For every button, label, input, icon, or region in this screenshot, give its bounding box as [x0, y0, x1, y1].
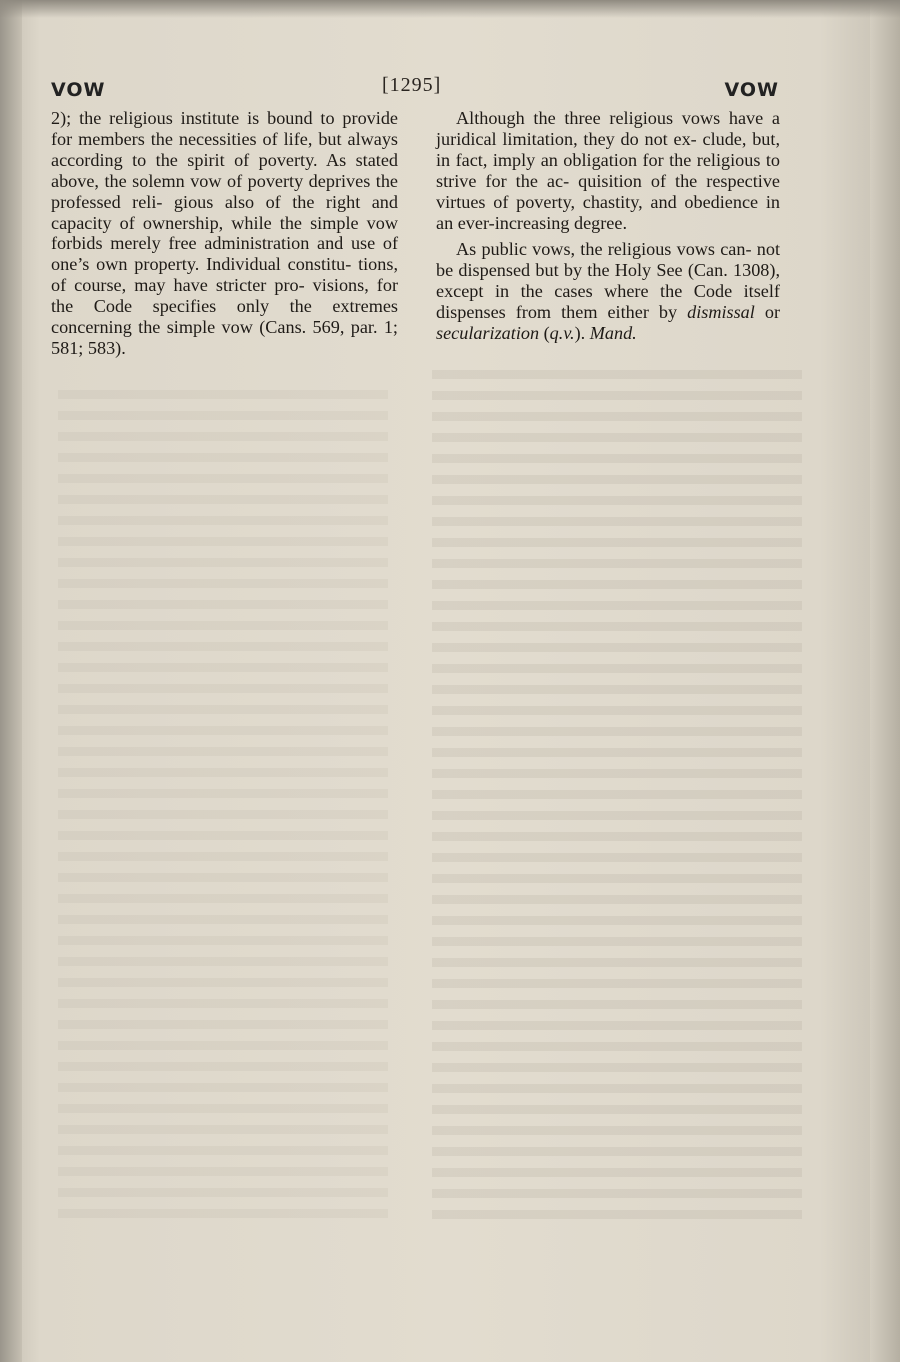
author-signature: Mand. — [589, 323, 637, 344]
left-column — [51, 108, 398, 359]
ref-close: ). — [574, 323, 590, 344]
page-number: [1295] — [382, 74, 442, 96]
paragraph-2-connector: or — [754, 302, 780, 323]
show-through-text-left — [58, 390, 388, 1220]
page-top-shadow — [0, 0, 900, 18]
cross-reference-dismissal: dismissal — [687, 302, 755, 323]
running-head-right: VOW — [724, 79, 779, 101]
cross-reference-secularization: secularization — [436, 323, 540, 344]
quod-vide-reference: q.v. — [549, 323, 575, 344]
right-column-paragraph-1: Although the three religious vows have a juridical limitation, they do not ex- clude, but, in fact, imply an obligation for the religious to strive for the ac- quisition of the respective virtues of poverty, chastity, and obedience in an ever-increasing degree. — [436, 108, 780, 233]
page-edge-shadow — [870, 0, 900, 1362]
page-binding-shadow — [0, 0, 22, 1362]
show-through-text-right — [432, 370, 802, 1230]
right-column — [436, 108, 780, 344]
right-column-paragraph-2 — [436, 239, 780, 344]
paragraph-2-text: As public vows, the religious vows can- not be dispensed but by the Holy See (Can. 1308), except in the cases where the Code itself dispenses from them either by — [436, 239, 780, 323]
running-head-left: VOW — [51, 79, 106, 101]
left-column-paragraph: 2); the religious institute is bound to provide for members the necessities of life, but always according to the spirit of poverty. As stated above, the solemn vow of poverty deprives the professed reli- gious also of the right and capacity of ownership, while the simple vow forbids merely free administration and use of one’s own property. Individual constitu- tions, of course, may have stricter pro- visions, for the Code specifies only the extremes concerning the simple vow (Cans. 569, par. 1; 581; 583). — [51, 108, 398, 358]
ref-open: ( — [539, 323, 550, 344]
